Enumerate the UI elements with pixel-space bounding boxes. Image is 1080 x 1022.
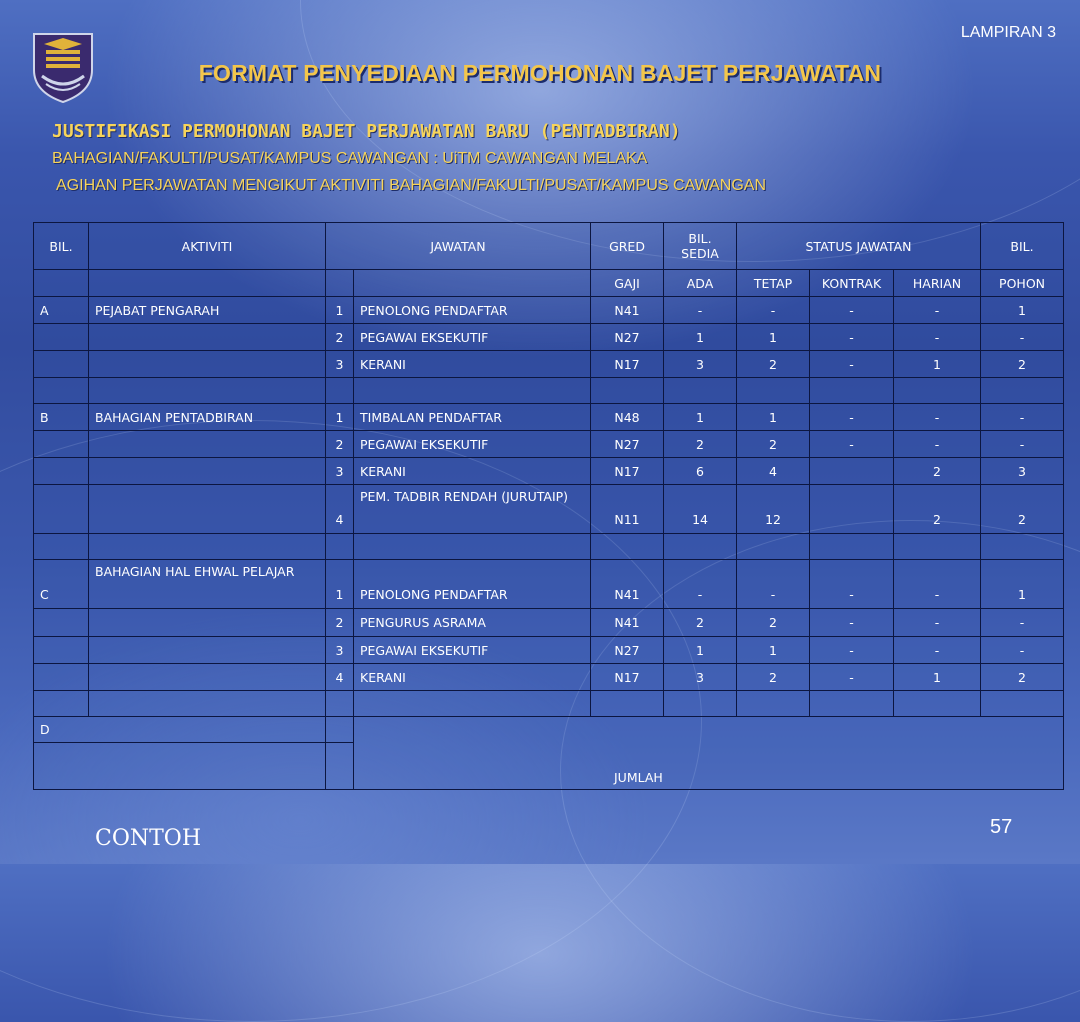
- header-kontrak: KONTRAK: [810, 270, 894, 297]
- row-no: 1: [326, 560, 354, 609]
- row-harian: 2: [894, 458, 981, 485]
- row-no: 1: [326, 404, 354, 431]
- row-no: 3: [326, 351, 354, 378]
- spacer-row: [34, 378, 1064, 404]
- row-harian: 1: [894, 664, 981, 691]
- row-ada: 3: [664, 351, 737, 378]
- header-aktiviti: AKTIVITI: [89, 223, 326, 270]
- header-tetap: TETAP: [737, 270, 810, 297]
- row-jawatan: PENOLONG PENDAFTAR: [354, 560, 591, 609]
- row-gred: N41: [591, 297, 664, 324]
- row-kontrak: -: [810, 404, 894, 431]
- lampiran-label: LAMPIRAN 3: [960, 24, 1056, 41]
- empty-cell: [89, 609, 326, 637]
- row-jawatan: PEGAWAI EKSEKUTIF: [354, 431, 591, 458]
- row-ada: -: [664, 297, 737, 324]
- empty-cell: [34, 351, 89, 378]
- row-harian: -: [894, 431, 981, 458]
- empty-cell: [89, 637, 326, 664]
- row-no: 2: [326, 431, 354, 458]
- row-ada: 3: [664, 664, 737, 691]
- header-jawatan: JAWATAN: [326, 223, 591, 270]
- row-gred: N41: [591, 560, 664, 609]
- row-kontrak: -: [810, 560, 894, 609]
- header-harian: HARIAN: [894, 270, 981, 297]
- table-row: [34, 324, 1064, 351]
- empty-cell: [354, 270, 591, 297]
- group-aktiviti: BAHAGIAN PENTADBIRAN: [89, 404, 326, 431]
- row-pohon: -: [981, 404, 1064, 431]
- jumlah-label: JUMLAH: [354, 743, 1064, 790]
- row-ada: 2: [664, 431, 737, 458]
- spacer-row: [34, 534, 1064, 560]
- empty-cell: [89, 270, 326, 297]
- row-gred: N27: [591, 637, 664, 664]
- row-harian: -: [894, 609, 981, 637]
- row-tetap: 2: [737, 351, 810, 378]
- empty-cell: [34, 431, 89, 458]
- group-bil: D: [34, 717, 326, 743]
- empty-cell: [34, 664, 89, 691]
- row-pohon: -: [981, 431, 1064, 458]
- row-gred: N27: [591, 324, 664, 351]
- row-tetap: 1: [737, 404, 810, 431]
- row-tetap: 4: [737, 458, 810, 485]
- row-gred: N17: [591, 664, 664, 691]
- row-jawatan: PENGURUS ASRAMA: [354, 609, 591, 637]
- row-tetap: -: [737, 560, 810, 609]
- row-no: 3: [326, 637, 354, 664]
- group-bil: C: [34, 560, 89, 609]
- row-jawatan: PENOLONG PENDAFTAR: [354, 297, 591, 324]
- empty-cell: [89, 324, 326, 351]
- empty-cell: [89, 458, 326, 485]
- empty-cell: [34, 609, 89, 637]
- row-no: 3: [326, 458, 354, 485]
- row-ada: -: [664, 560, 737, 609]
- empty-cell: [34, 324, 89, 351]
- row-tetap: 2: [737, 609, 810, 637]
- row-gred: N41: [591, 609, 664, 637]
- row-ada: 1: [664, 324, 737, 351]
- row-kontrak: -: [810, 351, 894, 378]
- row-jawatan: KERANI: [354, 458, 591, 485]
- empty-cell: [34, 485, 89, 534]
- row-gred: N17: [591, 458, 664, 485]
- row-harian: -: [894, 560, 981, 609]
- header-bil-sedia: BIL. SEDIA: [664, 223, 737, 270]
- row-kontrak: -: [810, 431, 894, 458]
- row-jawatan: PEM. TADBIR RENDAH (JURUTAIP): [354, 485, 591, 534]
- row-harian: -: [894, 404, 981, 431]
- bahagian-heading: BAHAGIAN/FAKULTI/PUSAT/KAMPUS CAWANGAN : UiTM CAWANGAN MELAKA: [52, 150, 648, 167]
- table-row: [34, 609, 1064, 637]
- table-row: [34, 458, 1064, 485]
- row-jawatan: PEGAWAI EKSEKUTIF: [354, 324, 591, 351]
- agihan-heading: AGIHAN PERJAWATAN MENGIKUT AKTIVITI BAHAGIAN/FAKULTI/PUSAT/KAMPUS CAWANGAN: [56, 177, 767, 194]
- row-no: 4: [326, 664, 354, 691]
- row-no: 2: [326, 609, 354, 637]
- row-jawatan: TIMBALAN PENDAFTAR: [354, 404, 591, 431]
- empty-cell: [89, 431, 326, 458]
- header-bil: BIL.: [34, 223, 89, 270]
- header-gred: GRED: [591, 223, 664, 270]
- group-bil: A: [34, 297, 89, 324]
- row-no: 2: [326, 324, 354, 351]
- table-row: [34, 297, 1064, 324]
- empty-cell: [89, 664, 326, 691]
- table-row: [34, 560, 1064, 609]
- row-pohon: 2: [981, 485, 1064, 534]
- row-harian: -: [894, 297, 981, 324]
- empty-cell: [89, 485, 326, 534]
- row-kontrak: [810, 458, 894, 485]
- row-gred: N48: [591, 404, 664, 431]
- row-harian: -: [894, 324, 981, 351]
- row-tetap: -: [737, 297, 810, 324]
- table-row: [34, 431, 1064, 458]
- group-aktiviti: PEJABAT PENGARAH: [89, 297, 326, 324]
- row-ada: 14: [664, 485, 737, 534]
- empty-cell: [326, 270, 354, 297]
- row-ada: 1: [664, 637, 737, 664]
- empty-cell: [34, 270, 89, 297]
- row-kontrak: -: [810, 637, 894, 664]
- row-kontrak: -: [810, 664, 894, 691]
- group-aktiviti: BAHAGIAN HAL EHWAL PELAJAR: [89, 560, 326, 609]
- row-pohon: -: [981, 637, 1064, 664]
- empty-cell: [89, 351, 326, 378]
- table-row: [34, 637, 1064, 664]
- row-pohon: -: [981, 324, 1064, 351]
- row-pohon: -: [981, 609, 1064, 637]
- page-title: FORMAT PENYEDIAAN PERMOHONAN BAJET PERJAWATAN: [198, 60, 882, 86]
- row-jawatan: PEGAWAI EKSEKUTIF: [354, 637, 591, 664]
- row-pohon: 2: [981, 351, 1064, 378]
- budget-table: [33, 222, 1064, 790]
- row-harian: 2: [894, 485, 981, 534]
- row-gred: N17: [591, 351, 664, 378]
- table-row: [34, 404, 1064, 431]
- row-pohon: 3: [981, 458, 1064, 485]
- row-jawatan: KERANI: [354, 351, 591, 378]
- row-kontrak: -: [810, 324, 894, 351]
- row-gred: N11: [591, 485, 664, 534]
- table-row: [34, 717, 1064, 743]
- row-harian: -: [894, 637, 981, 664]
- header-pohon: POHON: [981, 270, 1064, 297]
- row-no: 4: [326, 485, 354, 534]
- justifikasi-heading: JUSTIFIKASI PERMOHONAN BAJET PERJAWATAN BARU (PENTADBIRAN): [52, 121, 681, 142]
- group-bil: B: [34, 404, 89, 431]
- row-tetap: 2: [737, 664, 810, 691]
- table-row: [34, 485, 1064, 534]
- row-harian: 1: [894, 351, 981, 378]
- header-gaji: GAJI: [591, 270, 664, 297]
- row-pohon: 2: [981, 664, 1064, 691]
- row-kontrak: [810, 485, 894, 534]
- header-ada: ADA: [664, 270, 737, 297]
- table-row: [34, 664, 1064, 691]
- empty-cell: [34, 458, 89, 485]
- header-status-jawatan: STATUS JAWATAN: [737, 223, 981, 270]
- row-tetap: 1: [737, 324, 810, 351]
- contoh-label: CONTOH: [95, 826, 202, 851]
- row-tetap: 2: [737, 431, 810, 458]
- spacer-row: [34, 691, 1064, 717]
- row-kontrak: -: [810, 297, 894, 324]
- row-gred: N27: [591, 431, 664, 458]
- table-row: [34, 351, 1064, 378]
- row-pohon: 1: [981, 297, 1064, 324]
- row-pohon: 1: [981, 560, 1064, 609]
- jumlah-row: [34, 743, 1064, 790]
- row-kontrak: -: [810, 609, 894, 637]
- row-ada: 6: [664, 458, 737, 485]
- empty-cell: [34, 637, 89, 664]
- page-number: 57: [990, 816, 1013, 838]
- row-ada: 2: [664, 609, 737, 637]
- row-jawatan: KERANI: [354, 664, 591, 691]
- header-bil2: BIL.: [981, 223, 1064, 270]
- row-ada: 1: [664, 404, 737, 431]
- row-tetap: 1: [737, 637, 810, 664]
- row-no: 1: [326, 297, 354, 324]
- row-tetap: 12: [737, 485, 810, 534]
